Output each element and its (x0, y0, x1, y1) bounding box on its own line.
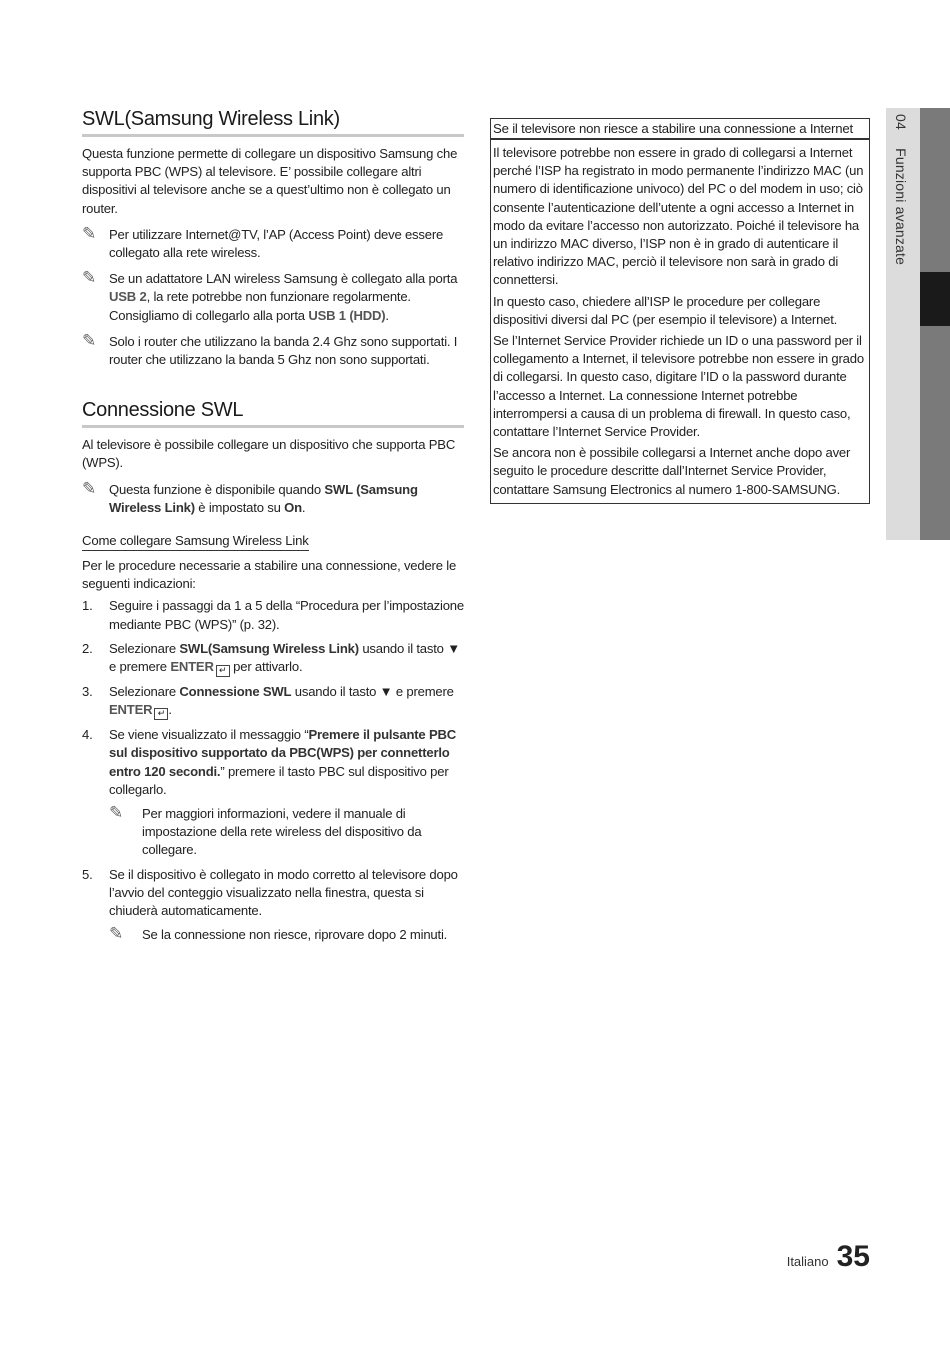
box-paragraph-3: Se l’Internet Service Provider richiede un ID o una password per il collegamento a Internet, il televisore potrebbe non essere in grado di collegarsi. In questo caso, digitare l’ID o la password durante l’accesso a Internet. La connessione Internet potrebbe interrompersi a causa di un problema di firewall. In questo caso, contattare l’Internet Service Provider. (493, 333, 864, 440)
pencil-note-icon: ✎ (109, 924, 124, 944)
chapter-tab-strip-lower (920, 326, 950, 540)
how-to-heading: Come collegare Samsung Wireless Link (82, 533, 309, 551)
enter-key-icon: ↵ (154, 708, 168, 720)
box-paragraph-4: Se ancora non è possibile collegarsi a Internet anche dopo aver seguito le procedure descritte dall’Internet Service Provider, contattare Samsung Electronics al numero 1-800-SAMSUNG. (493, 445, 851, 497)
note-swl-on: ✎ Questa funzione è disponibile quando SWL (Samsung Wireless Link) è impostato su On. (82, 478, 418, 515)
step-4: 4. Se viene visualizzato il messaggio “Premere il pulsante PBC sul dispositivo supportato da PBC(WPS) per connetterlo entro 120 secondi.” premere il tasto PBC sul dispositivo per collegarlo. ✎ Per maggiori informazioni, vedere il manuale di impostazione della rete wireless del dispositivo da collegare. (82, 726, 464, 859)
enter-key-icon: ↵ (216, 665, 230, 677)
right-column (490, 118, 870, 504)
step-5: 5. Se il dispositivo è collegato in modo corretto al televisore dopo l’avvio del conteggio visualizzato nella finestra, questa si chiuderà automaticamente. ✎ Se la connessione non riesce, riprovare dopo 2 minuti. (82, 866, 464, 945)
note-router-band: ✎ Solo i router che utilizzano la banda 2.4 Ghz sono supportati. I router che utilizzano la banda 5 Ghz non sono supportati. (82, 330, 458, 368)
box-title: Se il televisore non riesce a stabilire una connessione a Internet (491, 119, 869, 140)
conn-intro: Al televisore è possibile collegare un dispositivo che supporta PBC (WPS). (82, 437, 456, 471)
note-usb-adapter: ✎ Se un adattatore LAN wireless Samsung è collegato alla porta USB 2, la rete potrebbe non funzionare regolarmente. Consigliamo di collegarlo alla porta USB 1 (HDD). (82, 268, 458, 323)
pencil-note-icon: ✎ (82, 330, 97, 350)
step-1: 1. Seguire i passaggi da 1 a 5 della “Procedura per l’impostazione mediante PBC (WPS)” (p. 32). (82, 598, 464, 632)
swl-intro: Questa funzione permette di collegare un dispositivo Samsung che supporta PBC (WPS) al televisore. E’ possibile collegare altri dispositivi al televisore anche se a quest’ultimo non è collegato un router. (82, 146, 458, 216)
note-internet-tv: ✎ Per utilizzare Internet@TV, l’AP (Access Point) deve essere collegato alla rete wireless. (82, 223, 444, 261)
box-paragraph-1: Il televisore potrebbe non essere in grado di collegarsi a Internet perché l’ISP ha registrato in modo permanente l’indirizzo MAC (un numero di identificazione univoco) del PC o del modem in uso; ciò consente l’autenticazione dell’utente a ogni accesso a Internet in modo da evitare l’accesso non autorizzato. Poiché il televisore ha un indirizzo MAC diverso, l’ISP non è in grado di autenticare il relativo indirizzo MAC, perciò il televisore non sarà in grado di connettersi. (493, 145, 864, 288)
step-5-note: ✎ Se la connessione non riesce, riprovare dopo 2 minuti. (109, 924, 448, 944)
chapter-label (893, 114, 909, 265)
footer-language: Italiano (786, 1254, 829, 1269)
steps-list (82, 597, 464, 944)
box-paragraph-2: In questo caso, chiedere all’ISP le procedure per collegare dispositivi diversi dal PC (per esempio il televisore) a Internet. (493, 293, 838, 327)
chapter-title: Funzioni avanzate (893, 148, 909, 266)
pencil-note-icon: ✎ (82, 478, 97, 498)
step-4-note: ✎ Per maggiori informazioni, vedere il manuale di impostazione della rete wireless del dispositivo da collegare. (109, 803, 422, 858)
pencil-note-icon: ✎ (82, 268, 97, 288)
page-number: 35 (836, 1240, 870, 1273)
pencil-note-icon: ✎ (82, 223, 97, 243)
chapter-tab-marker (920, 272, 950, 326)
usb2-label: USB 2 (109, 289, 147, 305)
how-to-intro: Per le procedure necessarie a stabilire una connessione, vedere le seguenti indicazioni: (82, 558, 457, 592)
chapter-tab-strip (920, 108, 950, 272)
pencil-note-icon: ✎ (109, 803, 124, 823)
box-body (491, 140, 869, 503)
chapter-number: 04 (893, 114, 909, 130)
conn-section-title: Connessione SWL (82, 395, 464, 428)
usb1-label: USB 1 (HDD) (308, 307, 386, 323)
internet-troubleshoot-box (490, 118, 870, 504)
step-3: 3. Selezionare Connessione SWL usando il tasto ▼ e premere ENTER ↵ . (82, 684, 454, 719)
left-column (82, 104, 464, 951)
swl-section-title: SWL(Samsung Wireless Link) (82, 104, 464, 137)
page-footer (787, 1240, 870, 1274)
step-2: 2. Selezionare SWL(Samsung Wireless Link) usando il tasto ▼ e premere ENTER ↵ per attivarlo. (82, 640, 460, 676)
